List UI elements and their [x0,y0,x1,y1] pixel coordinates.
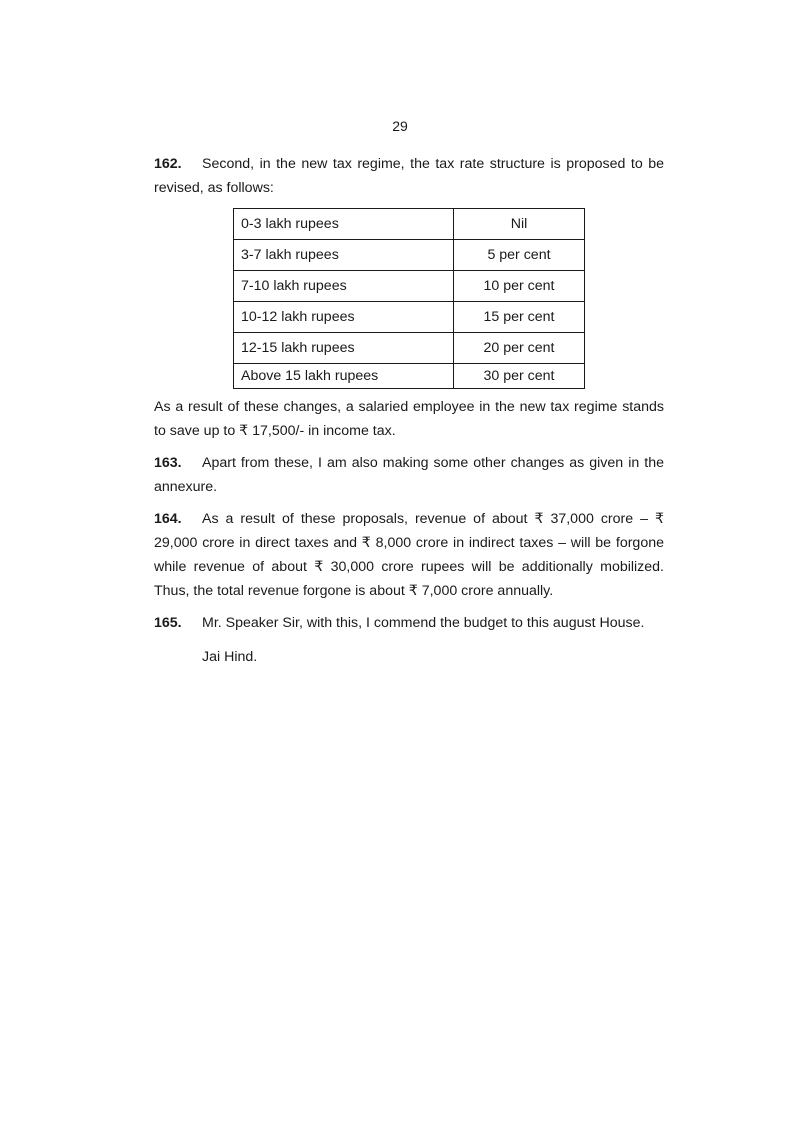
table-row [234,302,585,333]
income-range-cell: 0-3 lakh rupees [234,209,454,240]
income-range-cell: Above 15 lakh rupees [234,364,454,389]
paragraph-164 [154,507,664,603]
paragraph-162 [154,152,664,200]
document-body [154,152,664,669]
income-range-cell: 12-15 lakh rupees [234,333,454,364]
paragraph-text: As a result of these proposals, revenue of about ₹ 37,000 crore – ₹ 29,000 crore in direct taxes and ₹ 8,000 crore in indirect taxes – will be forgone while revenue of about ₹ 30,000 crore rupees will be additionally mobilized. Thus, the total revenue forgone is about ₹ 7,000 crore annually. [154,511,664,599]
paragraph-number: 165. [154,615,182,631]
income-range-cell: 3-7 lakh rupees [234,240,454,271]
page-number: 29 [392,118,408,134]
signoff: Jai Hind. [202,649,258,665]
paragraph-165 [154,611,664,635]
paragraph-number: 164. [154,511,182,527]
tax-rate-table [233,208,585,389]
table-row [234,271,585,302]
table-row [234,209,585,240]
paragraph-number: 162. [154,156,182,172]
paragraph-163 [154,451,664,499]
paragraph-number: 163. [154,455,182,471]
tax-rate-cell: 30 per cent [454,364,585,389]
paragraph-text: Second, in the new tax regime, the tax rate structure is proposed to be revised, as follows: [154,156,664,196]
tax-rate-cell: 15 per cent [454,302,585,333]
tax-rate-cell: 20 per cent [454,333,585,364]
table-row [234,333,585,364]
paragraph-after-table: As a result of these changes, a salaried employee in the new tax regime stands to save up to ₹ 17,500/- in income tax. [154,399,664,439]
income-range-cell: 7-10 lakh rupees [234,271,454,302]
income-range-cell: 10-12 lakh rupees [234,302,454,333]
tax-rate-cell: Nil [454,209,585,240]
tax-rate-cell: 10 per cent [454,271,585,302]
paragraph-text: Mr. Speaker Sir, with this, I commend the budget to this august House. [202,615,645,631]
tax-rate-cell: 5 per cent [454,240,585,271]
table-row [234,240,585,271]
paragraph-text: Apart from these, I am also making some other changes as given in the annexure. [154,455,664,495]
table-row [234,364,585,389]
